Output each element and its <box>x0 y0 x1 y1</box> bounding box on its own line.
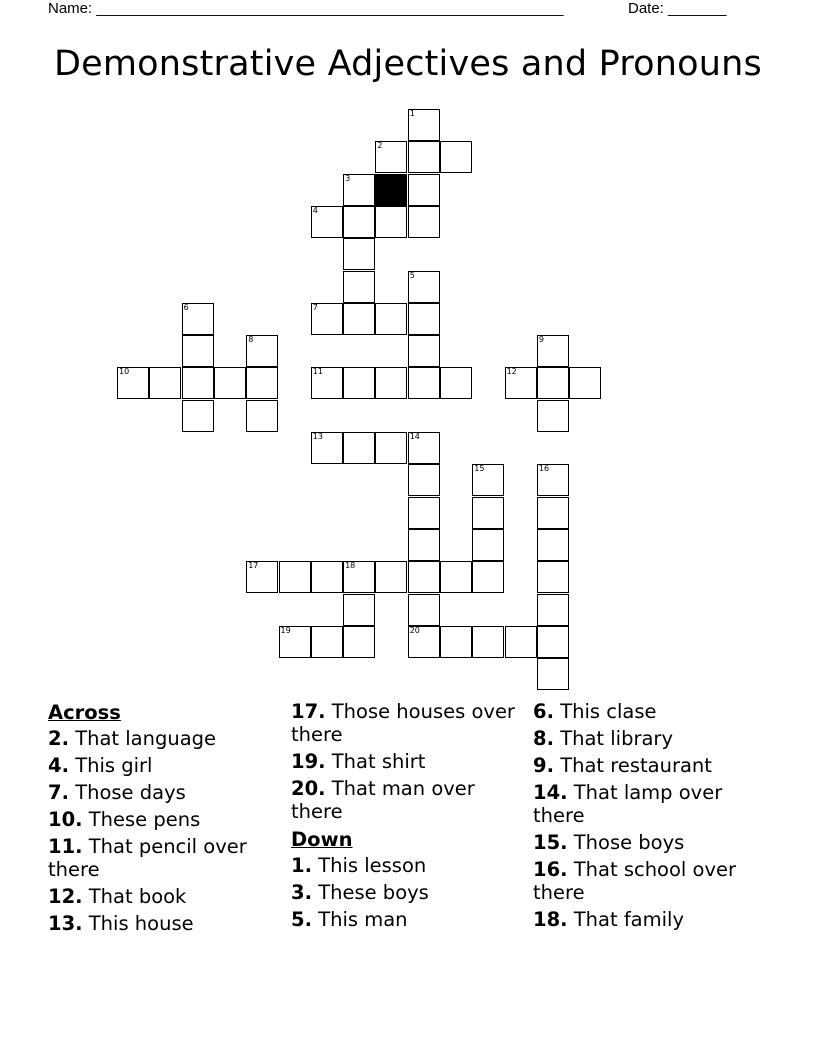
grid-cell[interactable] <box>408 464 440 496</box>
grid-cell[interactable] <box>408 109 440 141</box>
grid-cell[interactable] <box>311 367 343 399</box>
clue-number: 3 <box>345 173 351 183</box>
grid-cell[interactable] <box>311 303 343 335</box>
clue-item-number: 15. <box>533 831 568 854</box>
clue-item <box>533 754 768 777</box>
clue-section-heading: Down <box>291 828 353 851</box>
grid-cell[interactable] <box>440 367 472 399</box>
clue-item-number: 17. <box>291 700 326 723</box>
grid-cell[interactable] <box>408 626 440 658</box>
clue-number: 20 <box>409 625 420 635</box>
clue-item-text: That pencil over there <box>48 835 247 881</box>
clue-item-number: 19. <box>291 750 326 773</box>
clue-item-text: This girl <box>75 754 153 777</box>
grid-cell[interactable] <box>343 367 375 399</box>
grid-cell[interactable] <box>569 367 601 399</box>
grid-cell[interactable] <box>311 626 343 658</box>
grid-cell[interactable] <box>408 335 440 367</box>
grid-cell[interactable] <box>343 303 375 335</box>
grid-cell[interactable] <box>279 626 311 658</box>
clues-column-3 <box>533 700 768 935</box>
clue-item-number: 5. <box>291 908 312 931</box>
black-cell <box>375 174 407 206</box>
clue-number: 10 <box>119 367 130 377</box>
clue-item <box>48 781 283 804</box>
clue-item-number: 12. <box>48 885 83 908</box>
grid-cell[interactable] <box>375 367 407 399</box>
clue-item <box>48 754 283 777</box>
clue-item-text: That school over there <box>533 858 737 904</box>
grid-cell[interactable] <box>343 594 375 626</box>
grid-cell[interactable] <box>343 206 375 238</box>
clue-item-number: 20. <box>291 777 326 800</box>
clue-item <box>48 808 283 831</box>
clue-item-text: That book <box>88 885 187 908</box>
grid-cell[interactable] <box>472 497 504 529</box>
clue-item <box>48 912 283 935</box>
clue-item-text: These boys <box>318 881 429 904</box>
clue-item-number: 3. <box>291 881 312 904</box>
grid-cell[interactable] <box>375 432 407 464</box>
grid-cell[interactable] <box>440 141 472 173</box>
grid-cell[interactable] <box>408 497 440 529</box>
clue-item-number: 8. <box>533 727 554 750</box>
clue-item-text: That lamp over there <box>533 781 723 827</box>
clue-item-number: 18. <box>533 908 568 931</box>
clue-item <box>48 885 283 908</box>
clue-number: 7 <box>312 302 318 312</box>
grid-cell[interactable] <box>408 594 440 626</box>
grid-cell[interactable] <box>408 206 440 238</box>
grid-cell[interactable] <box>311 561 343 593</box>
grid-cell[interactable] <box>375 141 407 173</box>
clue-section-heading: Across <box>48 701 121 724</box>
clue-number: 11 <box>312 367 323 377</box>
clue-item-text: This house <box>88 912 194 935</box>
grid-cell[interactable] <box>408 271 440 303</box>
clue-number: 18 <box>345 561 356 571</box>
clue-number: 17 <box>248 561 259 571</box>
grid-cell[interactable] <box>505 626 537 658</box>
grid-cell[interactable] <box>343 174 375 206</box>
clues-column-2 <box>291 700 526 935</box>
clue-number: 9 <box>538 335 544 345</box>
grid-cell[interactable] <box>182 335 214 367</box>
clue-item-number: 6. <box>533 700 554 723</box>
grid-cell[interactable] <box>246 561 278 593</box>
clue-item-number: 10. <box>48 808 83 831</box>
clue-item <box>48 727 283 750</box>
clue-item-text: Those days <box>75 781 186 804</box>
grid-cell[interactable] <box>408 303 440 335</box>
clue-item-number: 16. <box>533 858 568 881</box>
clue-number: 12 <box>506 367 517 377</box>
grid-cell[interactable] <box>472 529 504 561</box>
clue-item-text: This lesson <box>318 854 427 877</box>
clue-number: 1 <box>409 109 415 118</box>
grid-cell[interactable] <box>311 432 343 464</box>
clue-item-text: That library <box>560 727 673 750</box>
grid-cell[interactable] <box>440 626 472 658</box>
grid-cell[interactable] <box>246 335 278 367</box>
grid-cell[interactable] <box>537 367 569 399</box>
clue-item <box>533 781 768 827</box>
clue-item <box>533 908 768 931</box>
clue-item <box>291 777 526 823</box>
grid-cell[interactable] <box>279 561 311 593</box>
grid-cell[interactable] <box>408 174 440 206</box>
clue-item-number: 9. <box>533 754 554 777</box>
clue-item <box>533 700 768 723</box>
clue-item-number: 2. <box>48 727 69 750</box>
clue-item <box>291 700 526 746</box>
date-field[interactable]: Date: _______ <box>628 0 727 17</box>
grid-cell[interactable] <box>149 367 181 399</box>
grid-cell[interactable] <box>214 367 246 399</box>
clue-item-text: That shirt <box>331 750 426 773</box>
grid-cell[interactable] <box>537 335 569 367</box>
clue-number: 2 <box>377 141 383 151</box>
grid-cell[interactable] <box>375 206 407 238</box>
clue-number: 19 <box>280 625 291 635</box>
grid-cell[interactable] <box>440 561 472 593</box>
clue-item-text: That language <box>75 727 217 750</box>
clue-item-text: That restaurant <box>560 754 712 777</box>
clue-item-text: These pens <box>88 808 201 831</box>
clue-item <box>533 831 768 854</box>
grid-cell[interactable] <box>408 367 440 399</box>
clue-item-number: 4. <box>48 754 69 777</box>
grid-cell[interactable] <box>182 303 214 335</box>
clue-item <box>291 854 526 877</box>
clue-item <box>291 881 526 904</box>
clue-number: 5 <box>409 270 415 280</box>
grid-cell[interactable] <box>472 561 504 593</box>
clue-number: 8 <box>248 335 254 345</box>
clue-item <box>533 727 768 750</box>
clues-column-1 <box>48 700 283 939</box>
grid-cell[interactable] <box>246 400 278 432</box>
clue-number: 6 <box>183 302 189 312</box>
grid-cell[interactable] <box>343 432 375 464</box>
clue-item <box>291 750 526 773</box>
grid-cell[interactable] <box>343 626 375 658</box>
clue-item <box>291 908 526 931</box>
grid-cell[interactable] <box>375 303 407 335</box>
grid-cell[interactable] <box>343 238 375 270</box>
clue-item-number: 13. <box>48 912 83 935</box>
grid-cell[interactable] <box>537 497 569 529</box>
grid-cell[interactable] <box>537 400 569 432</box>
grid-cell[interactable] <box>311 206 343 238</box>
grid-cell[interactable] <box>117 367 149 399</box>
clue-item-text: That man over there <box>291 777 475 823</box>
grid-cell[interactable] <box>343 271 375 303</box>
grid-cell[interactable] <box>408 432 440 464</box>
grid-cell[interactable] <box>537 464 569 496</box>
grid-cell[interactable] <box>408 141 440 173</box>
grid-cell[interactable] <box>537 561 569 593</box>
grid-cell[interactable] <box>375 561 407 593</box>
name-field[interactable]: Name: ________________________________________________________ <box>48 0 564 17</box>
grid-cell[interactable] <box>343 561 375 593</box>
grid-cell[interactable] <box>505 367 537 399</box>
clue-item-number: 14. <box>533 781 568 804</box>
grid-cell[interactable] <box>537 594 569 626</box>
clue-item-text: That family <box>573 908 684 931</box>
grid-cell[interactable] <box>472 626 504 658</box>
grid-cell[interactable] <box>537 626 569 658</box>
clue-number: 14 <box>409 432 420 441</box>
clue-item-number: 7. <box>48 781 69 804</box>
grid-cell[interactable] <box>182 367 214 399</box>
clue-item <box>533 858 768 904</box>
grid-cell[interactable] <box>246 367 278 399</box>
clue-item-text: Those houses over there <box>291 700 515 746</box>
grid-cell[interactable] <box>537 658 569 690</box>
clue-item-number: 11. <box>48 835 83 858</box>
clue-item-text: This man <box>318 908 408 931</box>
clue-item-text: This clase <box>560 700 657 723</box>
page-title: Demonstrative Adjectives and Pronouns <box>54 44 762 84</box>
clue-number: 13 <box>312 432 323 441</box>
clue-number: 16 <box>538 464 550 474</box>
clue-number: 15 <box>474 464 485 474</box>
grid-cell[interactable] <box>408 561 440 593</box>
clue-number: 4 <box>312 205 318 215</box>
grid-cell[interactable] <box>182 400 214 432</box>
clue-item <box>48 835 283 881</box>
grid-cell[interactable] <box>472 464 504 496</box>
grid-cell[interactable] <box>408 529 440 561</box>
grid-cell[interactable] <box>537 529 569 561</box>
clue-item-number: 1. <box>291 854 312 877</box>
clue-item-text: Those boys <box>573 831 685 854</box>
